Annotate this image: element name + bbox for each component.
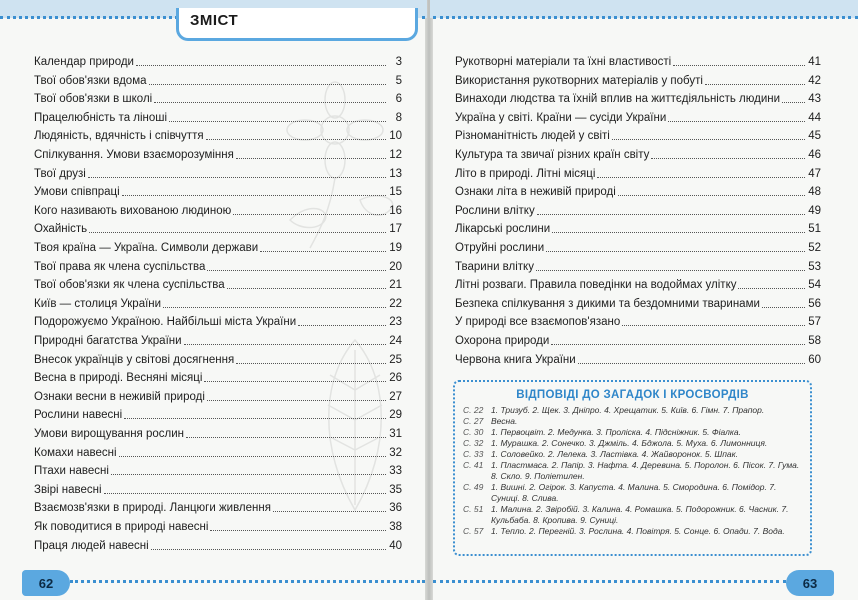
toc-entry-title: Винаходи людства та їхній вплив на життєдіяльність людини	[455, 93, 781, 106]
toc-entry-page: 51	[808, 223, 821, 236]
toc-entry-title: Охайність	[34, 223, 88, 236]
toc-entry	[455, 238, 821, 254]
answer-row	[463, 449, 804, 460]
toc-entry-title: Ознаки літа в неживій природі	[455, 186, 616, 199]
toc-entry-title: Подорожуємо Україною. Найбільші міста України	[34, 316, 297, 329]
toc-entry	[34, 387, 402, 403]
toc-entry-page: 22	[389, 297, 402, 310]
toc-entry-page: 54	[808, 279, 821, 292]
toc-entry	[455, 294, 821, 310]
toc-entry-page: 17	[389, 223, 402, 236]
toc-entry-title: Твої обов'язки вдома	[34, 74, 147, 87]
toc-entry-title: Твої права як члена суспільства	[34, 260, 206, 273]
toc-entry	[34, 145, 402, 161]
toc-leader-dots	[207, 399, 386, 401]
answer-row	[463, 460, 804, 482]
toc-entry	[34, 405, 402, 421]
toc-entry	[34, 108, 402, 124]
answer-page-ref: С. 57	[463, 526, 484, 536]
toc-entry	[34, 89, 402, 105]
toc-entry	[34, 71, 402, 87]
toc-entry-page: 42	[808, 74, 821, 87]
toc-entry-page: 6	[395, 93, 402, 106]
toc-entry-title: Червона книга України	[455, 353, 576, 366]
toc-leader-dots	[546, 250, 805, 252]
toc-leader-dots	[705, 83, 805, 85]
toc-entry	[34, 275, 402, 291]
toc-leader-dots	[236, 362, 386, 364]
toc-entry-title: Лікарські рослини	[455, 223, 551, 236]
toc-entry	[455, 52, 821, 68]
toc-entry-title: Календар природи	[34, 56, 134, 68]
toc-entry-title: У природі все взаємопов'язано	[455, 316, 621, 329]
toc-leader-dots	[612, 138, 805, 140]
toc-entry-page: 49	[808, 204, 821, 217]
answer-text: 1. Тризуб. 2. Щек. 3. Дніпро. 4. Хрещатик. 5. Київ. 6. Гімн. 7. Прапор.	[491, 405, 765, 415]
answers-title: ВІДПОВІДІ ДО ЗАГАДОК І КРОСВОРДІВ	[516, 389, 749, 401]
toc-leader-dots	[618, 194, 805, 196]
answer-row	[463, 526, 804, 537]
toc-entry	[34, 480, 402, 496]
toc-entry-page: 35	[389, 483, 402, 496]
toc-entry-page: 45	[808, 130, 821, 143]
toc-entry-title: Культура та звичаї різних країн світу	[455, 149, 650, 161]
answer-text: 1. Пластмаса. 2. Папір. 3. Нафта. 4. Деревина. 5. Поролон. 6. Пісок. 7. Гума. 8. Скло. 9. Поліетилен.	[491, 460, 800, 481]
toc-leader-dots	[260, 250, 386, 252]
toc-entry-title: Праця людей навесні	[34, 539, 149, 552]
toc-entry-page: 13	[389, 167, 402, 180]
answer-row	[463, 405, 804, 416]
toc-entry-title: Різноманітність людей у світі	[455, 130, 610, 143]
toc-entry-title: Працелюбність та ліноші	[34, 111, 168, 124]
toc-entry-title: Літні розваги. Правила поведінки на водоймах улітку	[455, 279, 737, 292]
toc-entry-page: 12	[389, 149, 402, 161]
answer-text: 1. Мурашка. 2. Сонечко. 3. Джміль. 4. Бджола. 5. Муха. 6. Лимонниця.	[491, 438, 768, 448]
toc-leader-dots	[136, 64, 386, 66]
toc-entry-title: Умови вирощування рослин	[34, 428, 185, 440]
toc-leader-dots	[236, 157, 386, 159]
toc-entry	[34, 238, 402, 254]
toc-leader-dots	[186, 436, 386, 438]
answer-page-ref: С. 32	[463, 438, 484, 448]
toc-entry	[34, 517, 402, 533]
toc-leader-dots	[578, 362, 805, 364]
toc-entry	[455, 331, 821, 347]
toc-entry	[34, 126, 402, 142]
answer-text: 1. Тепло. 2. Перегній. 3. Рослина. 4. Повітря. 5. Сонце. 6. Опади. 7. Вода.	[491, 526, 785, 536]
answer-row	[463, 482, 804, 504]
toc-entry-page: 26	[389, 372, 402, 385]
toc-entry-title: Звірі навесні	[34, 483, 102, 496]
toc-entry-title: Україна у світі. Країни — сусіди України	[455, 111, 667, 124]
toc-entry-page: 8	[395, 111, 402, 124]
toc-entry-page: 23	[389, 316, 402, 329]
toc-entry-title: Охорона природи	[455, 335, 550, 347]
toc-entry-page: 57	[808, 316, 821, 329]
toc-leader-dots	[210, 529, 386, 531]
toc-entry-page: 41	[808, 56, 821, 68]
toc-entry	[34, 350, 402, 366]
answer-page-ref: С. 49	[463, 482, 484, 492]
toc-entry	[34, 443, 402, 459]
toc-entry-title: Безпека спілкування з дикими та бездомними тваринами	[455, 297, 760, 310]
toc-entry-title: Літо в природі. Літні місяці	[455, 167, 596, 180]
answer-page-ref: С. 41	[463, 460, 484, 470]
toc-entry-title: Весна в природі. Весняні місяці	[34, 372, 203, 385]
toc-entry-page: 10	[389, 130, 402, 143]
toc-leader-dots	[738, 287, 805, 289]
toc-entry	[455, 312, 821, 328]
toc-entry-page: 21	[389, 279, 402, 292]
toc-leader-dots	[124, 417, 386, 419]
toc-leader-dots	[119, 455, 386, 457]
toc-leader-dots	[552, 231, 805, 233]
toc-entry	[455, 182, 821, 198]
toc-entry-title: Взаємозв'язки в природі. Ланцюги живлення	[34, 502, 271, 515]
answer-page-ref: С. 33	[463, 449, 484, 459]
toc-entry-page: 19	[389, 242, 402, 254]
toc-entry-title: Отруйні рослини	[455, 242, 545, 254]
toc-leader-dots	[154, 101, 386, 103]
toc-entry-page: 60	[808, 353, 821, 366]
answer-page-ref: С. 27	[463, 416, 484, 426]
answer-row	[463, 504, 804, 526]
bottom-dotted-line-right	[433, 580, 786, 583]
toc-entry-page: 43	[808, 93, 821, 106]
toc-entry	[34, 498, 402, 514]
toc-entry-page: 25	[389, 353, 402, 366]
toc-leader-dots	[673, 64, 805, 66]
toc-entry-title: Твої друзі	[34, 167, 86, 180]
answer-row	[463, 416, 804, 427]
toc-entry	[455, 71, 821, 87]
answer-text: 1. Вишні. 2. Огірок. 3. Капуста. 4. Малина. 5. Смородина. 6. Помідор. 7. Суниці. 8. Слива.	[491, 482, 777, 503]
toc-entry-title: Київ — столиця України	[34, 297, 162, 310]
toc-entry-page: 44	[808, 111, 821, 124]
toc-entry	[455, 126, 821, 142]
answer-text: Весна.	[491, 416, 518, 426]
answer-page-ref: С. 51	[463, 504, 484, 514]
toc-entry-page: 5	[395, 74, 402, 87]
toc-entry-title: Тварини влітку	[455, 260, 534, 273]
toc-leader-dots	[537, 213, 805, 215]
toc-leader-dots	[169, 120, 386, 122]
toc-entry	[34, 312, 402, 328]
toc-entry	[34, 201, 402, 217]
toc-entry-title: Як поводитися в природі навесні	[34, 521, 209, 533]
toc-leader-dots	[163, 306, 386, 308]
page-number-left: 62	[22, 570, 70, 596]
toc-leader-dots	[207, 269, 386, 271]
toc-entry-page: 32	[389, 446, 402, 459]
toc-entry-title: Твоя країна — Україна. Символи держави	[34, 242, 259, 254]
toc-leader-dots	[204, 380, 386, 382]
toc-entry	[455, 219, 821, 235]
toc-leader-dots	[622, 324, 805, 326]
book-gutter	[425, 0, 433, 600]
toc-leader-dots	[104, 492, 386, 494]
toc-entry	[455, 89, 821, 105]
toc-entry-title: Птахи навесні	[34, 465, 109, 478]
answer-text: 1. Малина. 2. Звіробій. 3. Калина. 4. Ромашка. 5. Подорожник. 6. Часник. 7. Кульбаба. 8. Кропива. 9. Суниці.	[491, 504, 789, 525]
toc-entry-page: 52	[808, 242, 821, 254]
toc-entry-title: Використання рукотворних матеріалів у побуті	[455, 74, 703, 87]
toc-entry-title: Комахи навесні	[34, 446, 117, 459]
toc-entry	[455, 108, 821, 124]
toc-entry-page: 53	[808, 260, 821, 273]
top-dotted-line-right	[433, 16, 858, 19]
toc-entry-title: Рослини влітку	[455, 204, 535, 217]
answer-row	[463, 427, 804, 438]
toc-entry	[34, 257, 402, 273]
toc-entry-page: 15	[389, 186, 402, 199]
toc-entry-page: 36	[389, 502, 402, 515]
toc-entry	[34, 461, 402, 477]
toc-entry	[455, 164, 821, 180]
toc-entry	[455, 201, 821, 217]
toc-leader-dots	[597, 176, 805, 178]
toc-entry-page: 20	[389, 260, 402, 273]
toc-leader-dots	[111, 473, 386, 475]
toc-leader-dots	[206, 138, 386, 140]
toc-entry	[34, 164, 402, 180]
toc-entry	[34, 424, 402, 440]
toc-entry	[34, 182, 402, 198]
toc-entry-title: Твої обов'язки як члена суспільства	[34, 279, 225, 292]
toc-leader-dots	[149, 83, 386, 85]
toc-entry	[34, 536, 402, 552]
toc-leader-dots	[536, 269, 805, 271]
toc-entry-page: 46	[808, 149, 821, 161]
toc-entry-title: Рослини навесні	[34, 409, 123, 422]
page-title: ЗМІСТ	[190, 12, 239, 29]
toc-entry-page: 27	[389, 390, 402, 403]
toc-entry-title: Природні багатства України	[34, 335, 182, 347]
toc-leader-dots	[88, 176, 386, 178]
toc-leader-dots	[762, 306, 805, 308]
toc-entry	[34, 294, 402, 310]
toc-leader-dots	[227, 287, 386, 289]
toc-entry	[455, 275, 821, 291]
toc-entry-title: Кого називають вихованою людиною	[34, 204, 232, 217]
toc-entry-page: 3	[395, 56, 402, 68]
toc-entry-title: Твої обов'язки в школі	[34, 93, 153, 106]
toc-leader-dots	[782, 101, 805, 103]
toc-entry	[34, 331, 402, 347]
bottom-dotted-line-left	[70, 580, 425, 583]
toc-entry	[455, 145, 821, 161]
toc-entry-page: 24	[389, 335, 402, 347]
toc-entry-page: 58	[808, 335, 821, 347]
answer-page-ref: С. 30	[463, 427, 484, 437]
toc-entry-page: 33	[389, 465, 402, 478]
toc-leader-dots	[273, 510, 386, 512]
toc-entry-title: Людяність, вдячність і співчуття	[34, 130, 204, 143]
toc-entry-page: 29	[389, 409, 402, 422]
toc-leader-dots	[151, 548, 386, 550]
toc-leader-dots	[184, 343, 386, 345]
toc-leader-dots	[651, 157, 805, 159]
toc-entry-title: Рукотворні матеріали та їхні властивості	[455, 56, 672, 68]
toc-entry-title: Ознаки весни в неживій природі	[34, 390, 205, 403]
toc-leader-dots	[122, 194, 386, 196]
toc-entry-page: 48	[808, 186, 821, 199]
answer-row	[463, 438, 804, 449]
toc-leader-dots	[233, 213, 386, 215]
toc-entry-page: 31	[389, 428, 402, 440]
toc-entry-page: 16	[389, 204, 402, 217]
answer-text: 1. Первоцвіт. 2. Медунка. 3. Проліска. 4. Підсніжник. 5. Фіалка.	[491, 427, 741, 437]
toc-leader-dots	[89, 231, 386, 233]
toc-leader-dots	[668, 120, 805, 122]
toc-entry-title: Спілкування. Умови взаєморозуміння	[34, 149, 234, 161]
toc-entry	[34, 52, 402, 68]
toc-entry	[455, 350, 821, 366]
toc-entry	[34, 219, 402, 235]
answer-text: 1. Соловейко. 2. Лелека. 3. Ластівка. 4. Жайворонок. 5. Шпак.	[491, 449, 738, 459]
toc-entry	[455, 257, 821, 273]
toc-leader-dots	[298, 324, 386, 326]
toc-entry	[34, 368, 402, 384]
toc-entry-page: 47	[808, 167, 821, 180]
toc-entry-page: 38	[389, 521, 402, 533]
toc-entry-page: 56	[808, 297, 821, 310]
toc-entry-title: Внесок українців у світові досягнення	[34, 353, 235, 366]
answer-page-ref: С. 22	[463, 405, 484, 415]
page-number-right: 63	[786, 570, 834, 596]
toc-entry-title: Умови співпраці	[34, 186, 120, 199]
answers-box	[453, 380, 812, 556]
toc-entry-page: 40	[389, 539, 402, 552]
toc-leader-dots	[551, 343, 805, 345]
